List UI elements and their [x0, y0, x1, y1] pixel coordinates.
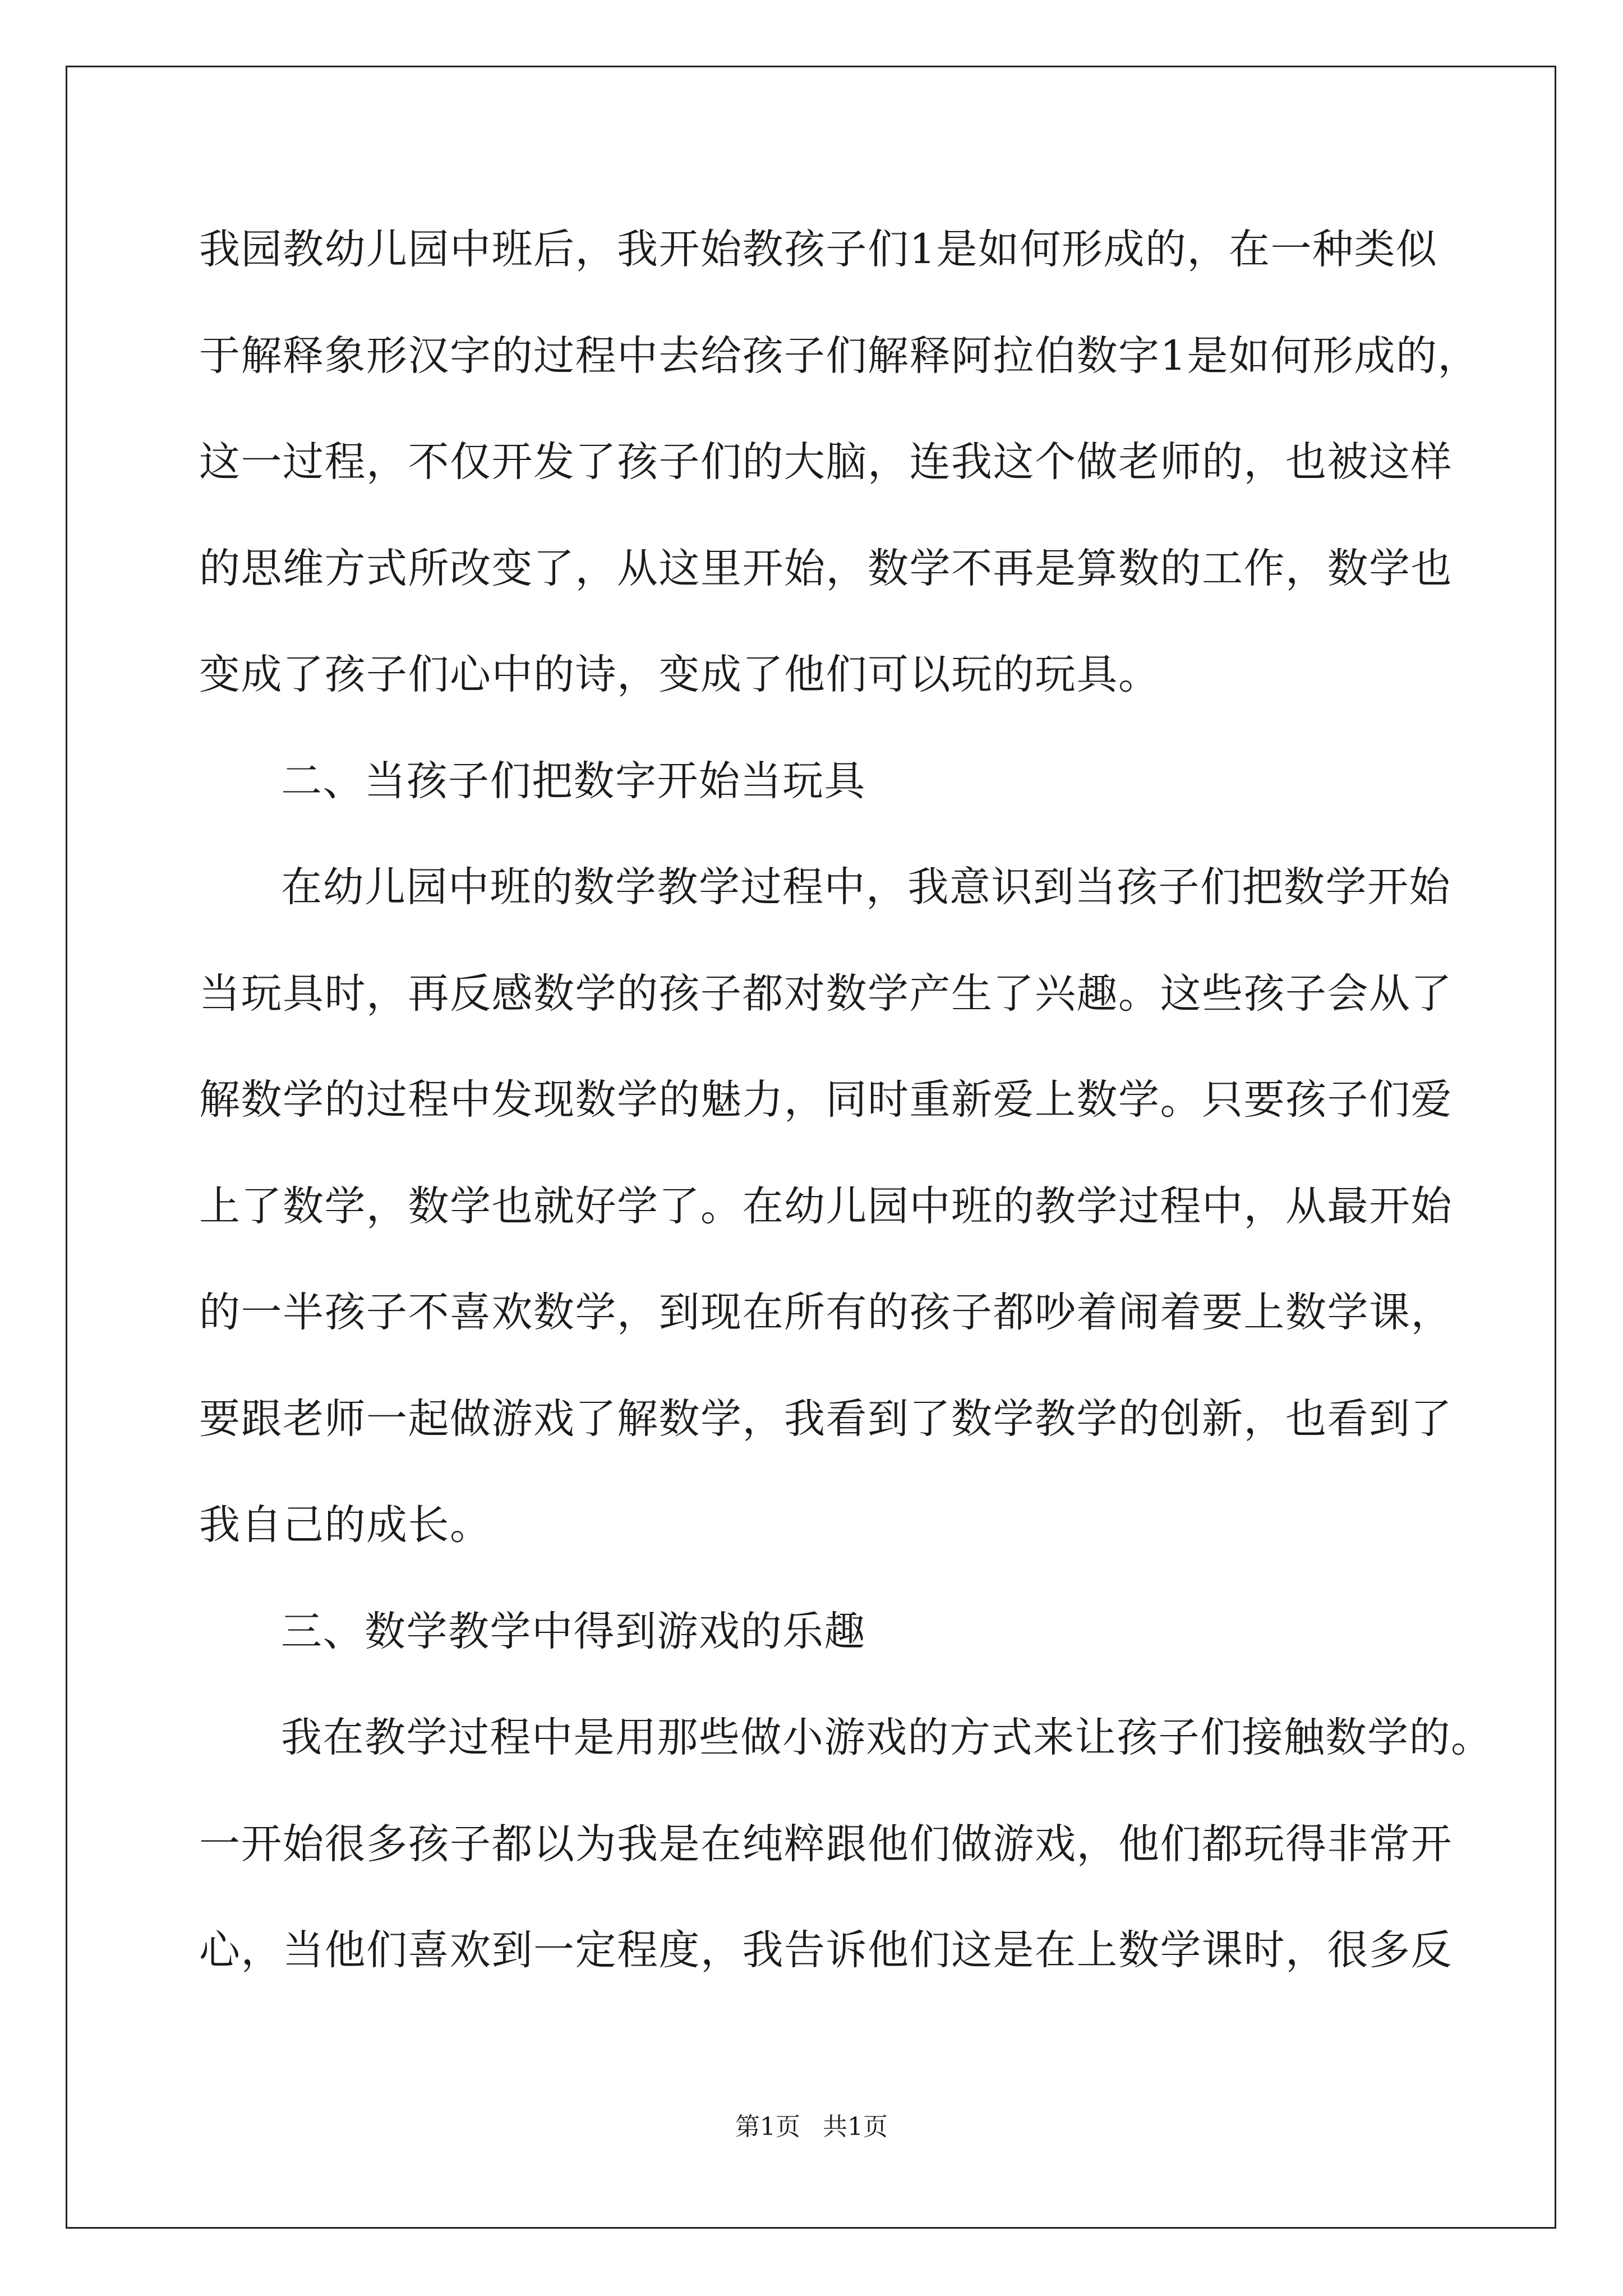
paragraph-line-indented: 三、数学教学中得到游戏的乐趣 — [281, 1607, 866, 1655]
page-footer — [0, 2110, 1623, 2144]
paragraph-line: 的一半孩子不喜欢数学，到现在所有的孩子都吵着闹着要上数学课， — [199, 1289, 1453, 1336]
page-number-current: 第1页 — [735, 2113, 800, 2141]
paragraph-line-indented: 二、当孩子们把数字开始当玩具 — [281, 757, 866, 805]
paragraph-line: 解数学的过程中发现数学的魅力，同时重新爱上数学。只要孩子们爱 — [199, 1076, 1453, 1124]
paragraph-line: 一开始很多孩子都以为我是在纯粹跟他们做游戏，他们都玩得非常开 — [199, 1820, 1453, 1868]
paragraph-line: 上了数学，数学也就好学了。在幼儿园中班的教学过程中，从最开始 — [199, 1182, 1453, 1230]
page-number-total: 共1页 — [823, 2113, 888, 2141]
paragraph-line: 我园教幼儿园中班后，我开始教孩子们1是如何形成的，在一种类似 — [199, 226, 1438, 273]
paragraph-line: 的思维方式所改变了，从这里开始，数学不再是算数的工作，数学也 — [199, 544, 1453, 592]
paragraph-line: 心，当他们喜欢到一定程度，我告诉他们这是在上数学课时，很多反 — [199, 1926, 1453, 1974]
document-body — [199, 216, 1493, 2023]
paragraph-line-indented: 在幼儿园中班的数学教学过程中，我意识到当孩子们把数学开始 — [281, 863, 1451, 911]
paragraph-line: 这一过程，不仅开发了孩子们的大脑，连我这个做老师的，也被这样 — [199, 438, 1453, 486]
paragraph-line: 当玩具时，再反感数学的孩子都对数学产生了兴趣。这些孩子会从了 — [199, 969, 1453, 1018]
paragraph-line: 于解释象形汉字的过程中去给孩子们解释阿拉伯数字1是如何形成的， — [199, 332, 1479, 380]
paragraph-line: 要跟老师一起做游戏了解数学，我看到了数学教学的创新，也看到了 — [199, 1395, 1453, 1443]
paragraph-line: 我自己的成长。 — [199, 1501, 492, 1549]
paragraph-line: 变成了孩子们心中的诗，变成了他们可以玩的玩具。 — [199, 651, 1160, 698]
paragraph-line-indented: 我在教学过程中是用那些做小游戏的方式来让孩子们接触数学的。 — [281, 1714, 1493, 1761]
